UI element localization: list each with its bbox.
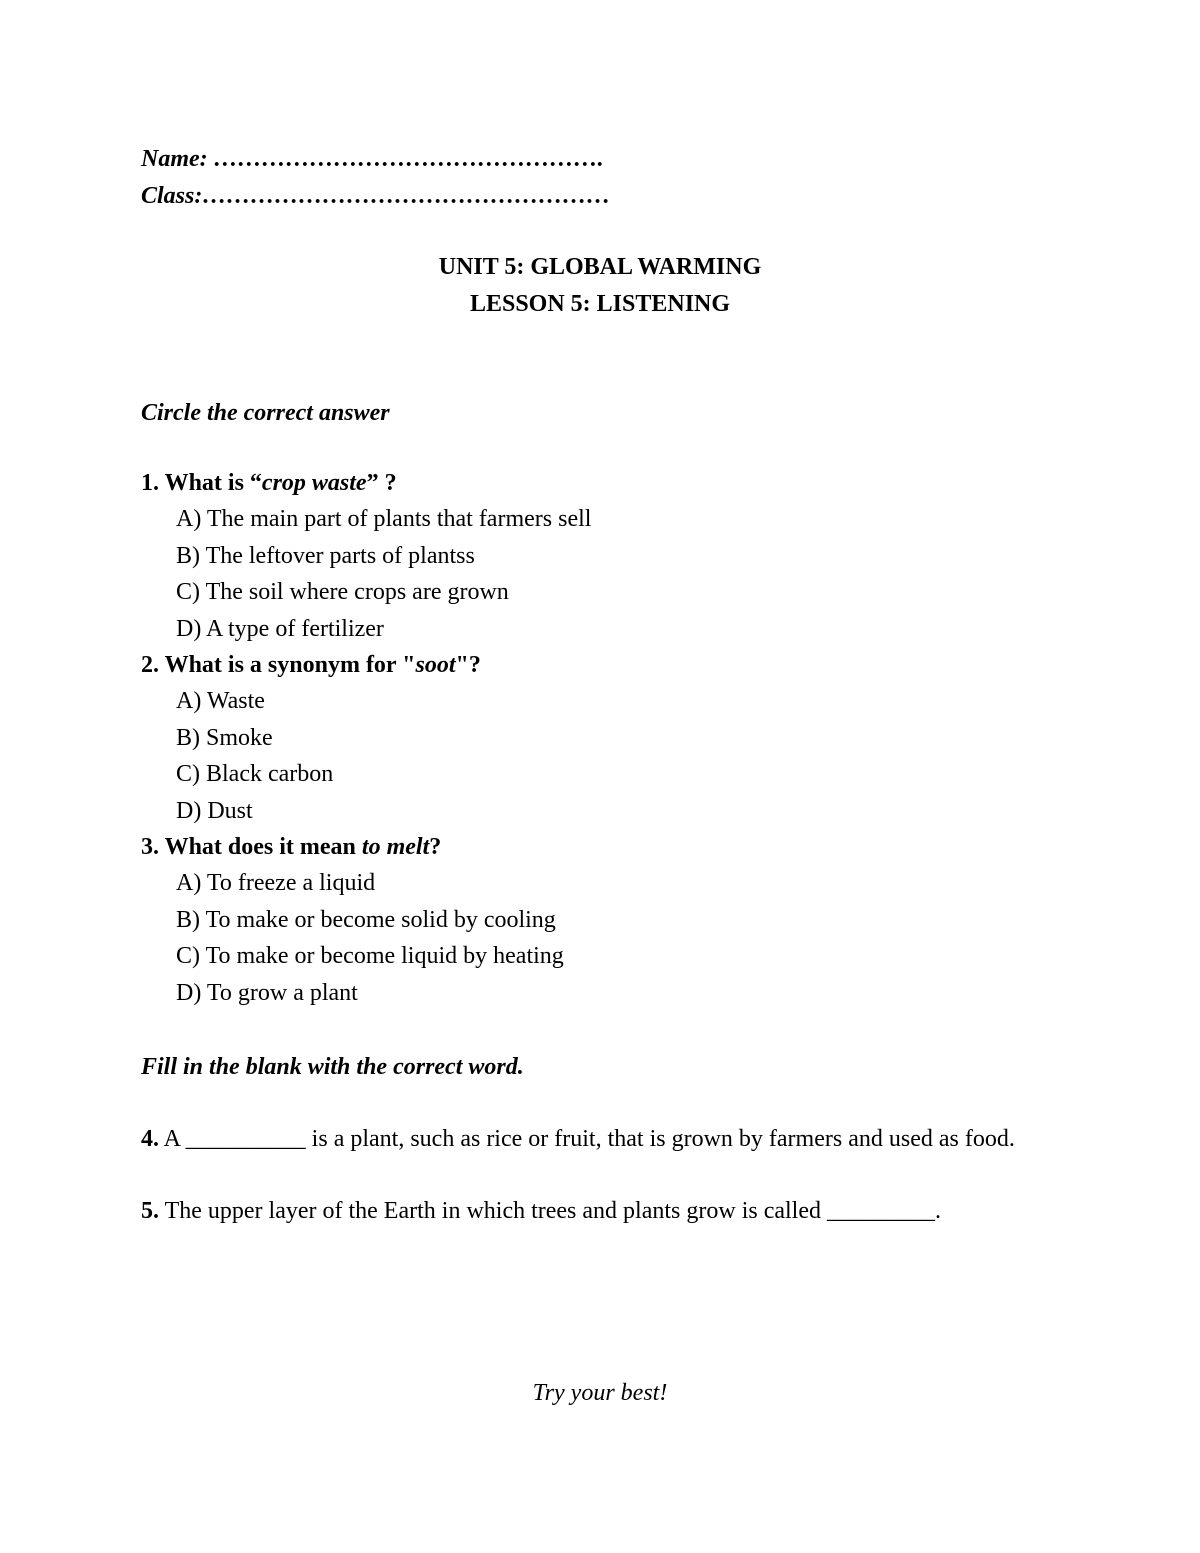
- question-number: 2.: [141, 652, 159, 679]
- question-number: 3.: [141, 834, 159, 861]
- item-number: 4.: [141, 1126, 159, 1152]
- option-2b: B) Smoke: [176, 724, 273, 751]
- question-1: [141, 465, 1081, 501]
- fill-item-5: [141, 1193, 1071, 1229]
- question-text-end: "?: [455, 652, 481, 679]
- section1-instruction: Circle the correct answer: [141, 400, 390, 426]
- option-2d: D) Dust: [176, 797, 253, 824]
- question-keyword: to melt: [361, 834, 430, 861]
- question-text: What does it mean: [159, 834, 362, 861]
- option-3d: D) To grow a plant: [176, 979, 358, 1006]
- class-field: Class:……………………………………………: [141, 183, 611, 209]
- option-1d: D) A type of fertilizer: [176, 615, 384, 642]
- option-2a: A) Waste: [176, 688, 265, 715]
- question-keyword: crop waste: [261, 470, 367, 496]
- option-2c: C) Black carbon: [176, 761, 334, 788]
- question-3: [141, 829, 1081, 865]
- question-number: 1.: [141, 470, 159, 496]
- question-text: What is a synonym for ": [159, 652, 416, 679]
- closing-message: Try your best!: [532, 1380, 668, 1406]
- question-list: [141, 465, 1081, 1011]
- question-text-end: ” ?: [366, 470, 397, 496]
- lesson-title: LESSON 5: LISTENING: [469, 291, 731, 317]
- section2-instruction: Fill in the blank with the correct word.: [141, 1054, 524, 1080]
- name-field: Name: ………………………………………….: [141, 146, 604, 172]
- option-1a: A) The main part of plants that farmers sell: [176, 506, 592, 533]
- option-1b: B) The leftover parts of plantss: [176, 542, 475, 569]
- unit-title: UNIT 5: GLOBAL WARMING: [438, 254, 762, 280]
- fill-item-4: [141, 1121, 1071, 1157]
- option-1c: C) The soil where crops are grown: [176, 579, 509, 606]
- item-number: 5.: [141, 1198, 159, 1224]
- question-text: What is “: [159, 470, 262, 496]
- question-keyword: soot: [415, 652, 456, 679]
- option-3b: B) To make or become solid by cooling: [176, 906, 556, 933]
- option-3c: C) To make or become liquid by heating: [176, 943, 564, 970]
- question-2: [141, 647, 1081, 683]
- item-text: The upper layer of the Earth in which trees and plants grow is called _________.: [159, 1198, 942, 1224]
- option-3a: A) To freeze a liquid: [176, 870, 376, 897]
- item-text: A __________ is a plant, such as rice or fruit, that is grown by farmers and used as food.: [159, 1126, 1015, 1152]
- question-text-end: ?: [429, 834, 442, 861]
